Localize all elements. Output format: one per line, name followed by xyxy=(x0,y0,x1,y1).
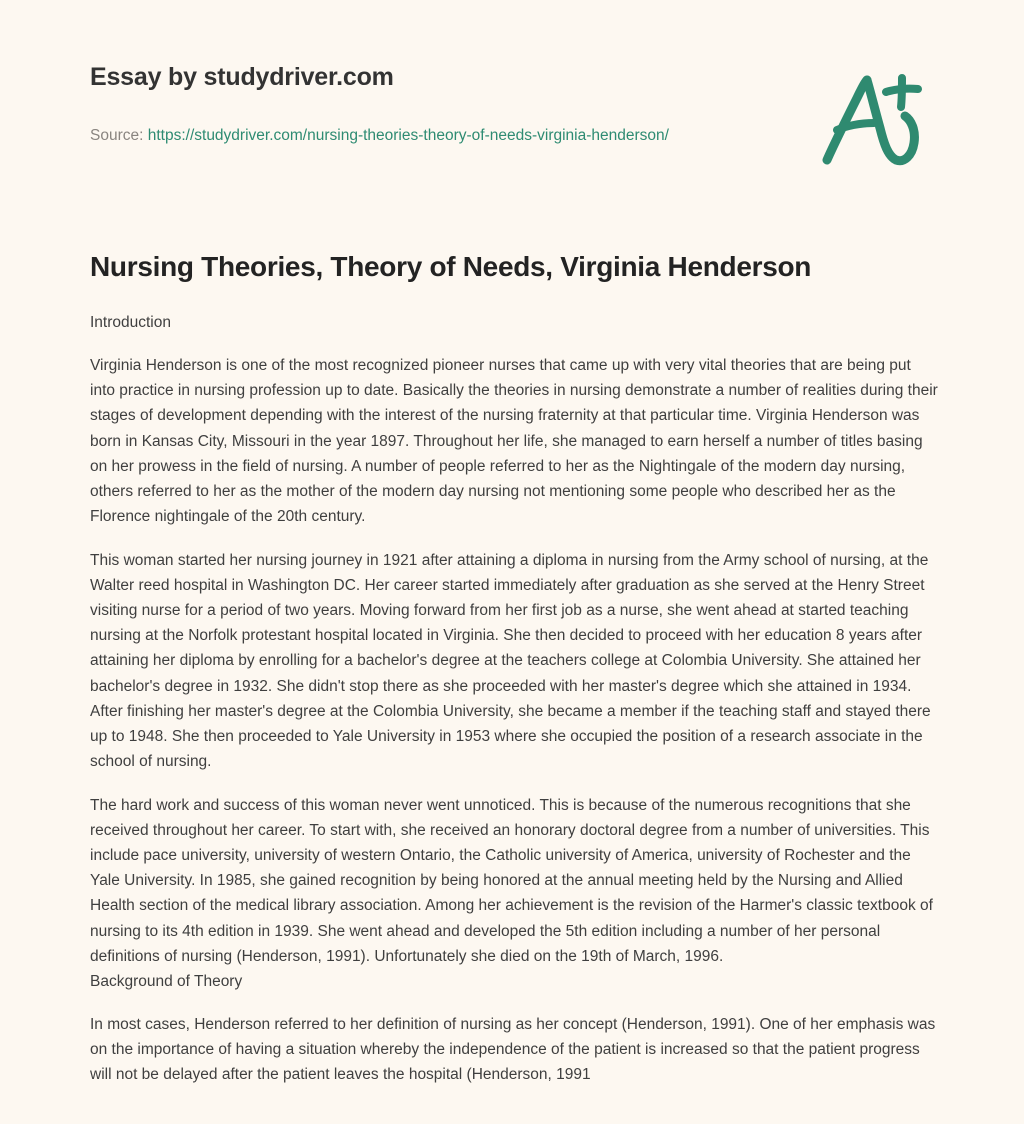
brand-heading: Essay by studydriver.com xyxy=(90,63,394,91)
paragraph: This woman started her nursing journey in 1921 after attaining a diploma in nursing from the Army school of nursing, at the Walter reed hospital in Washington DC. Her career started immediately after graduation as she served at the Henry Street visiting nurse for a period of two years. Moving forward from her first job as a nurse, she went ahead at started teaching nursing at the Norfolk protestant hospital located in Virginia. She then decided to proceed with her education 8 years after attaining her diploma by enrolling for a bachelor's degree at the teachers college at Colombia University. She attained her bachelor's degree in 1932. She didn't stop there as she proceeded with her master's degree which she attained in 1934. After finishing her master's degree at the Colombia University, she became a member if the teaching staff and stayed there up to 1948. She then proceeded to Yale University in 1953 where she occupied the position of a research associate in the school of nursing. xyxy=(90,552,931,770)
paragraph: The hard work and success of this woman never went unnoticed. This is because of the numerous recognitions that she received throughout her career. To start with, she received an honorary doctoral degree from a number of universities. This include pace university, university of western Ontario, the Catholic university of America, university of Rochester and the Yale University. In 1985, she gained recognition by being honored at the annual meeting held by the Nursing and Allied Health section of the medical library association. Among her achievement is the revision of the Harmer's classic textbook of nursing to its 4th edition in 1939. She went ahead and developed the 5th edition including a number of her personal definitions of nursing (Henderson, 1991). Unfortunately she died on the 19th of March, 1996. xyxy=(90,797,933,965)
section-heading: Background of Theory xyxy=(90,972,243,990)
section-background-of-theory xyxy=(90,969,938,1087)
section-heading: Introduction xyxy=(90,314,171,332)
source-url-link[interactable]: https://studydriver.com/nursing-theories-theory-of-needs-virginia-henderson/ xyxy=(147,127,669,144)
paragraph: In most cases, Henderson referred to her definition of nursing as her concept (Henderson, 1991). One of her emphasis was on the importance of having a situation whereby the independence of the patient is increased so that the patient progress will not be delayed after the patient leaves the hospital (Henderson, 1991 xyxy=(90,1015,936,1084)
source-line xyxy=(90,127,669,145)
section-introduction xyxy=(90,310,938,969)
document-body xyxy=(90,250,938,1087)
studydriver-a-plus-logo xyxy=(812,68,932,170)
page-title: Nursing Theories, Theory of Needs, Virginia Henderson xyxy=(90,251,812,282)
page-header xyxy=(0,0,1024,200)
source-label: Source: xyxy=(90,127,144,144)
paragraph: Virginia Henderson is one of the most recognized pioneer nurses that came up with very vital theories that are being put into practice in nursing profession up to date. Basically the theories in nursing demonstrate a number of realities during their stages of development depending with the interest of the nursing fraternity at that particular time. Virginia Henderson was born in Kansas City, Missouri in the year 1897. Throughout her life, she managed to earn herself a number of titles basing on her prowess in the field of nursing. A number of people referred to her as the Nightingale of the modern day nursing, others referred to her as the mother of the modern day nursing not mentioning some people who described her as the Florence nightingale of the 20th century. xyxy=(90,357,938,525)
a-plus-logo-icon xyxy=(812,68,932,170)
